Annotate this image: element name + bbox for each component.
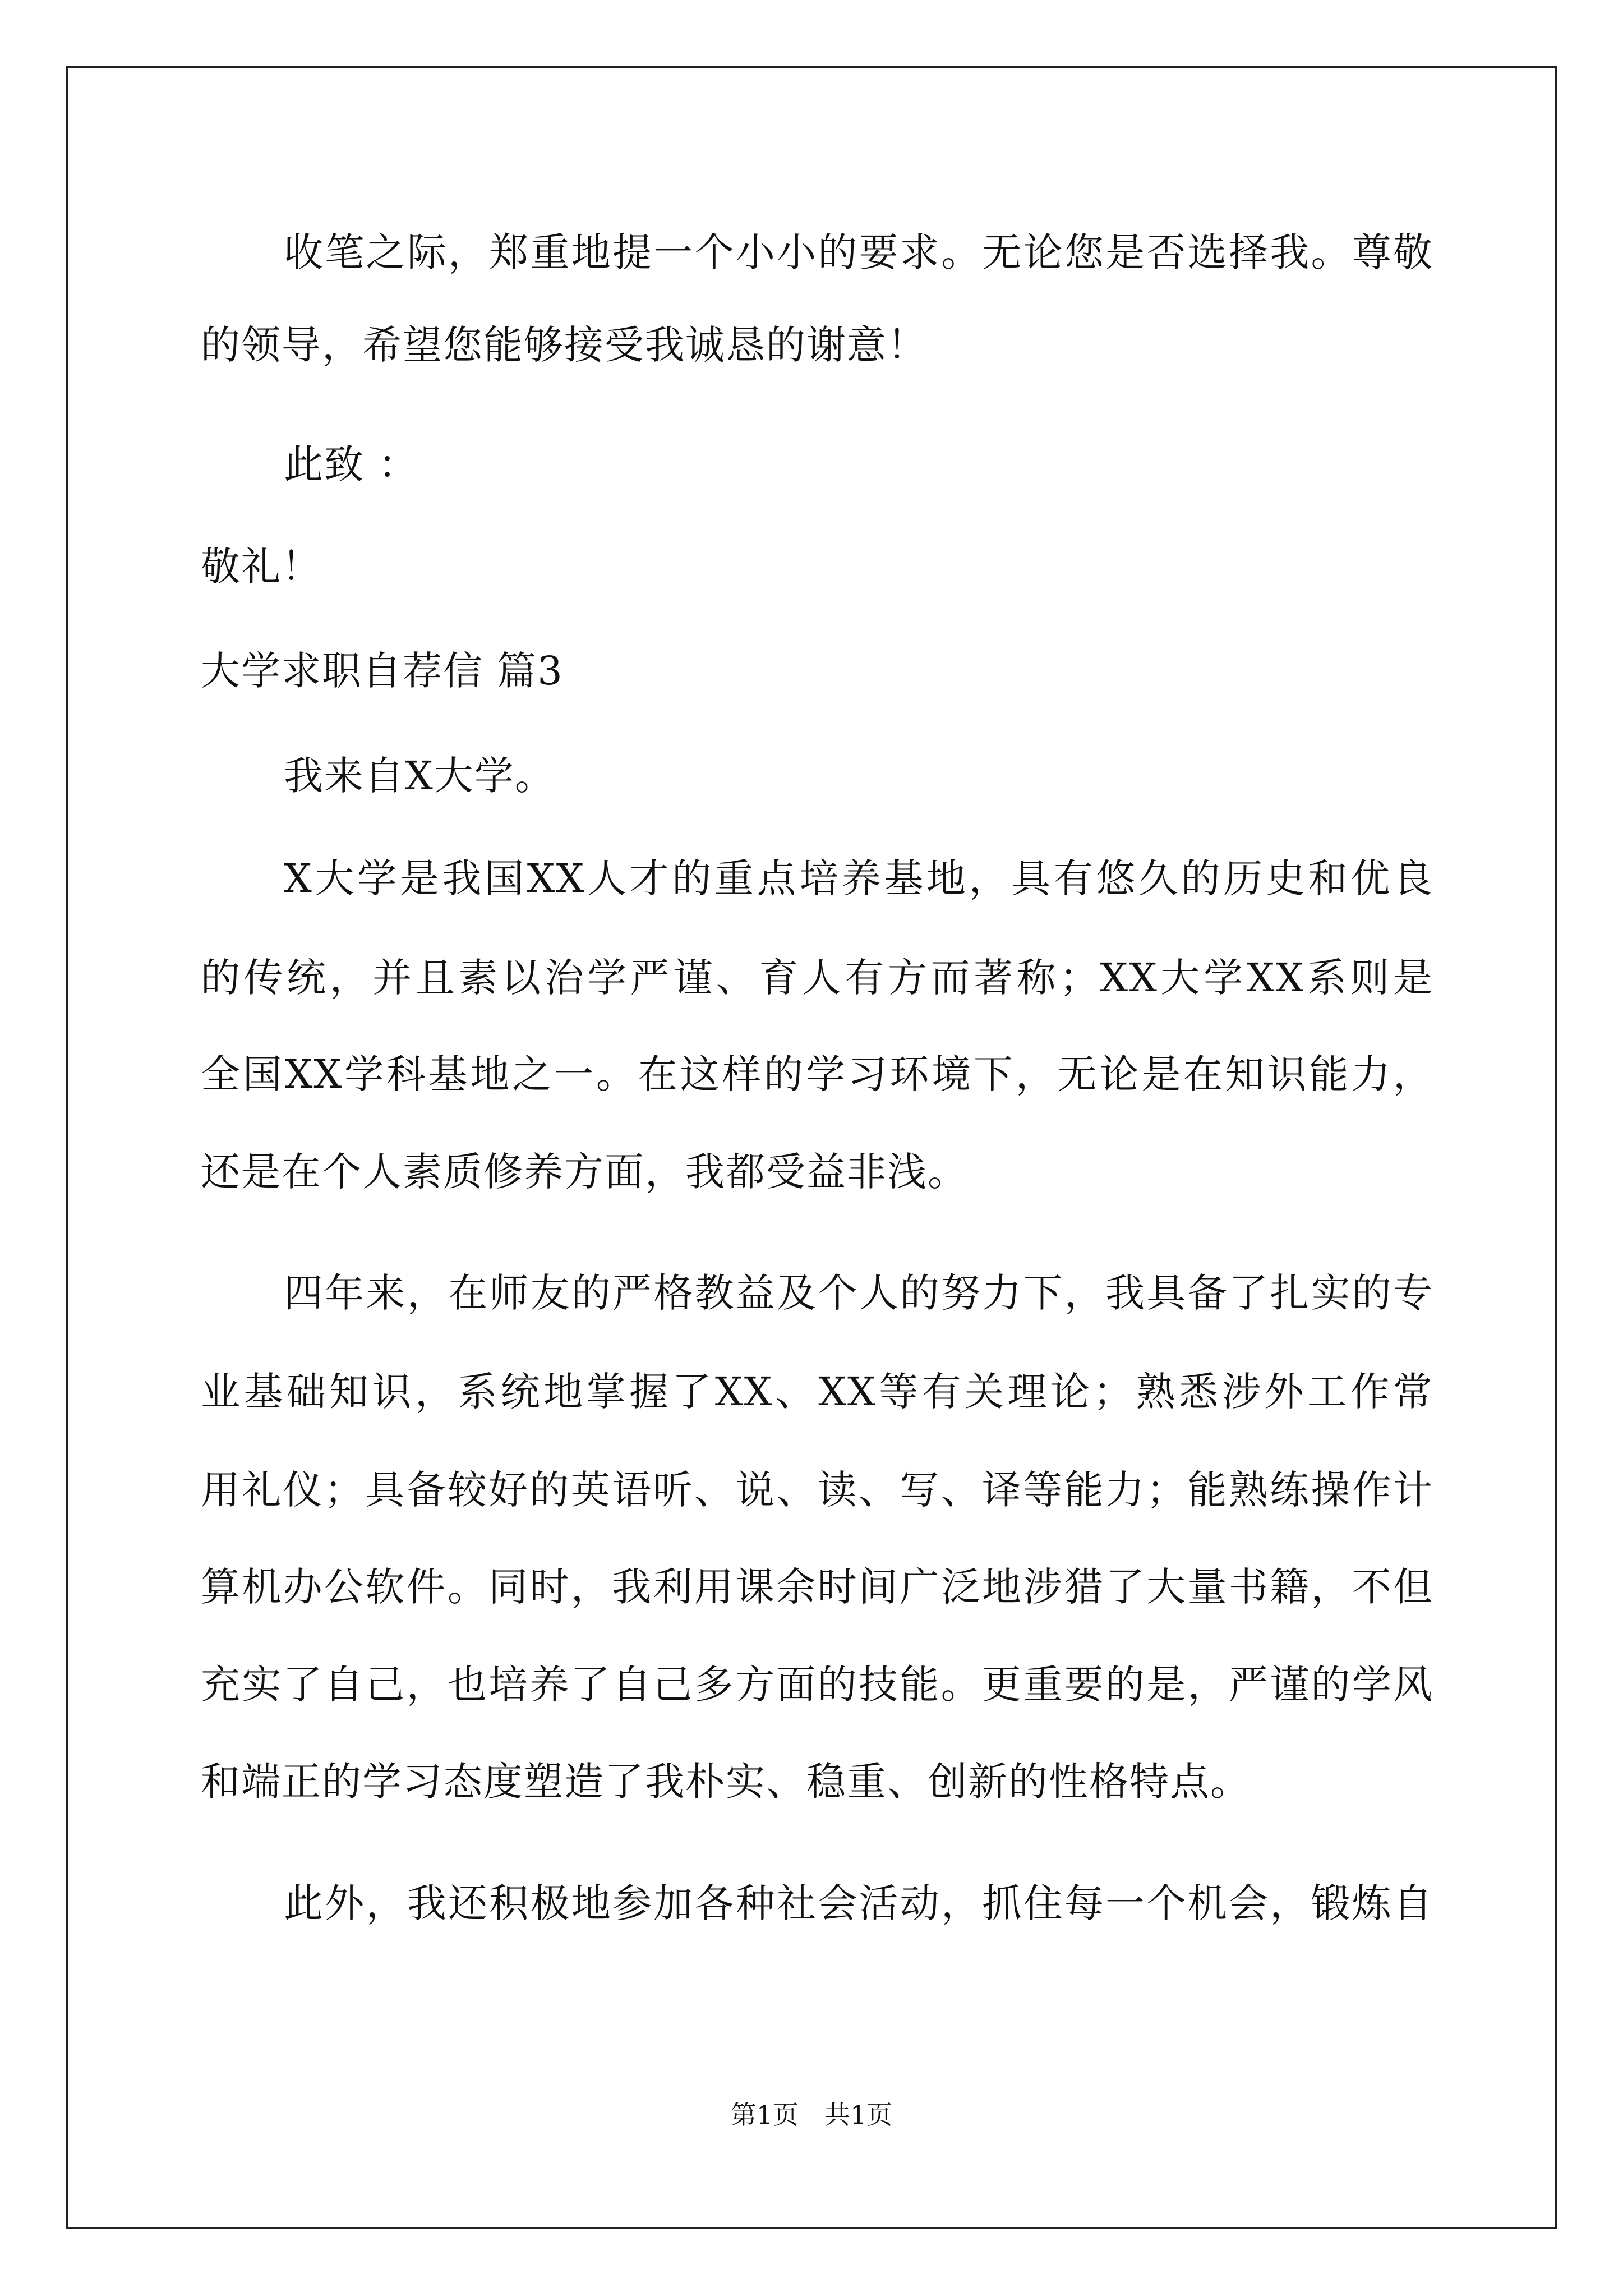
paragraph-line: 和端正的学习态度塑造了我朴实、稳重、创新的性格特点。 [201,1759,1251,1805]
paragraph-line: 的领导，希望您能够接受我诚恳的谢意！ [201,322,928,368]
paragraph-line: 此外，我还积极地参加各种社会活动，抓住每一个机会，锻炼自 [284,1880,1433,1926]
paragraph-line: X大学是我国XX人才的重点培养基地，具有悠久的历史和优良 [284,855,1433,901]
paragraph-line: 业基础知识，系统地掌握了XX、XX等有关理论；熟悉涉外工作常 [201,1369,1433,1415]
paragraph-line: 全国XX学科基地之一。在这样的学习环境下，无论是在知识能力， [201,1051,1433,1097]
paragraph-line: 的传统，并且素以治学严谨、育人有方而著称；XX大学XX系则是 [201,955,1433,1001]
page-number: 第1页 共1页 [730,2100,893,2130]
paragraph-line: 用礼仪；具备较好的英语听、说、读、写、译等能力；能熟练操作计 [201,1467,1433,1513]
closing-line: 敬礼！ [201,544,322,590]
paragraph-line: 我来自X大学。 [284,753,555,799]
section-heading: 大学求职自荐信 篇3 [201,648,564,694]
paragraph-line: 收笔之际，郑重地提一个小小的要求。无论您是否选择我。尊敬 [284,229,1433,275]
paragraph-line: 还是在个人素质修养方面，我都受益非浅。 [201,1149,968,1195]
salutation-line: 此致 ： [284,441,419,487]
paragraph-line: 算机办公软件。同时，我利用课余时间广泛地涉猎了大量书籍，不但 [201,1564,1433,1610]
paragraph-line: 充实了自己，也培养了自己多方面的技能。更重要的是，严谨的学风 [201,1662,1433,1708]
paragraph-line: 四年来，在师友的严格教益及个人的努力下，我具备了扎实的专 [284,1270,1433,1316]
